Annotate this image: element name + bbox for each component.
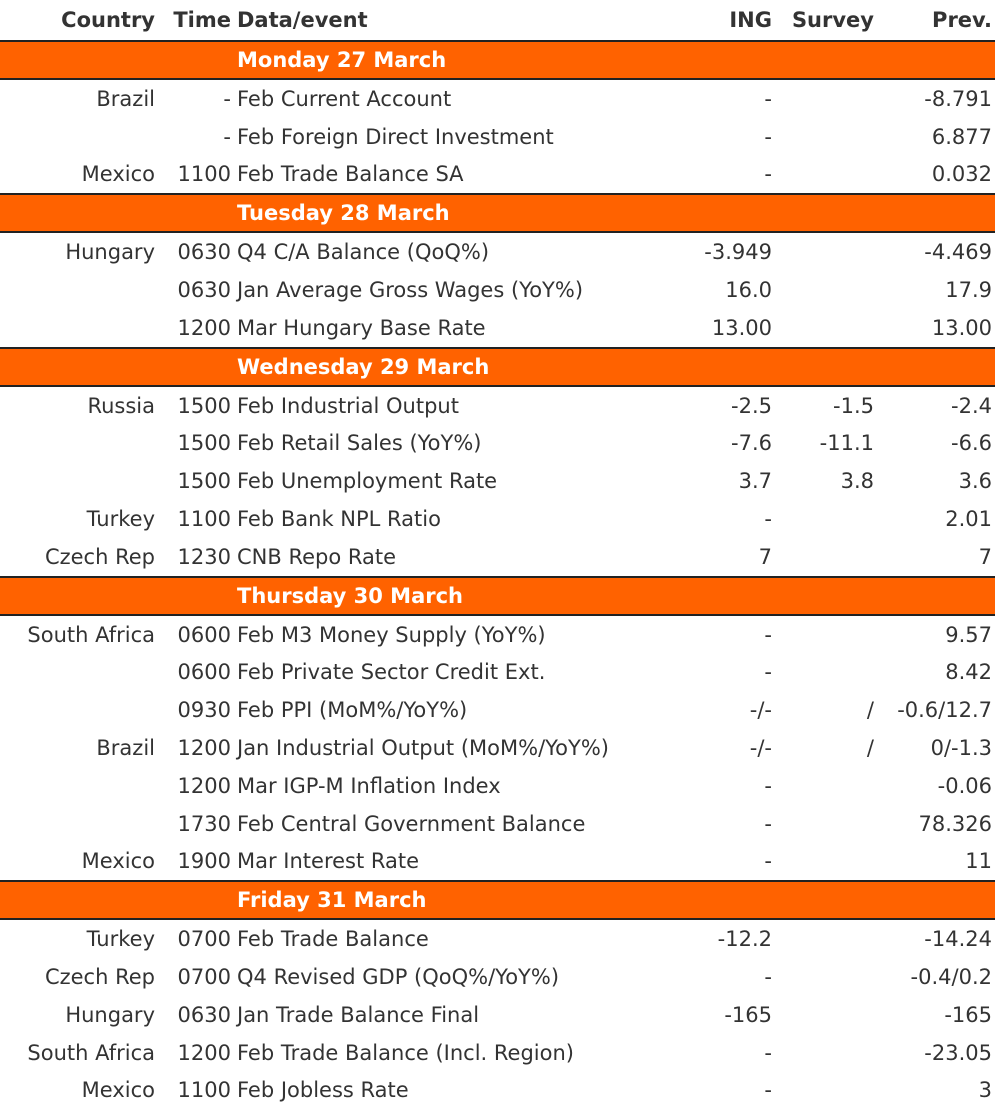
cell-ing: - — [764, 811, 772, 836]
cell-prev: 8.42 — [945, 660, 992, 685]
cell-prev: 9.57 — [945, 622, 992, 647]
cell-event: Mar Interest Rate — [237, 849, 420, 874]
cell-time: 0600 — [177, 622, 231, 647]
table-row — [0, 462, 995, 500]
cell-event: Jan Industrial Output (MoM%/YoY%) — [237, 736, 610, 761]
cell-country: Brazil — [96, 736, 155, 761]
table-row — [0, 616, 995, 654]
cell-time: 0700 — [177, 927, 231, 952]
cell-prev: -165 — [944, 1002, 992, 1027]
cell-time: - — [223, 124, 231, 149]
table-row — [0, 80, 995, 118]
cell-prev: 2.01 — [945, 507, 992, 532]
cell-event: Feb Unemployment Rate — [237, 469, 498, 494]
cell-prev: -14.24 — [924, 927, 992, 952]
cell-time: 1100 — [177, 507, 231, 532]
cell-time: 1230 — [177, 544, 231, 569]
cell-time: - — [223, 86, 231, 111]
cell-event: Q4 Revised GDP (QoQ%/YoY%) — [237, 965, 560, 990]
cell-time: 1200 — [177, 1040, 231, 1065]
cell-country: Turkey — [86, 507, 155, 532]
cell-survey: / — [866, 698, 874, 723]
cell-ing: -7.6 — [731, 431, 772, 456]
cell-ing: -/- — [749, 698, 772, 723]
cell-ing: -/- — [749, 736, 772, 761]
cell-event: Jan Trade Balance Final — [237, 1002, 480, 1027]
cell-time: 1200 — [177, 315, 231, 340]
cell-ing: - — [764, 507, 772, 532]
cell-event: CNB Repo Rate — [237, 544, 397, 569]
cell-country: Brazil — [96, 86, 155, 111]
cell-country: South Africa — [27, 622, 155, 647]
cell-ing: -12.2 — [717, 927, 772, 952]
cell-country: Russia — [87, 393, 155, 418]
cell-event: Feb PPI (MoM%/YoY%) — [237, 698, 468, 723]
header-time: Time — [173, 8, 231, 32]
cell-prev: -4.469 — [924, 240, 992, 265]
cell-event: Feb Central Government Balance — [237, 811, 586, 836]
cell-ing: 3.7 — [738, 469, 772, 494]
cell-prev: 13.00 — [931, 315, 992, 340]
cell-time: 1900 — [177, 849, 231, 874]
day-header — [0, 347, 995, 387]
table-row — [0, 691, 995, 729]
cell-time: 0630 — [177, 278, 231, 303]
table-row — [0, 538, 995, 576]
day-header — [0, 40, 995, 80]
table-row — [0, 387, 995, 425]
cell-time: 1100 — [177, 1078, 231, 1103]
cell-ing: - — [764, 124, 772, 149]
header-survey: Survey — [791, 8, 874, 32]
cell-time: 0630 — [177, 1002, 231, 1027]
table-row — [0, 271, 995, 309]
table-row — [0, 1034, 995, 1072]
table-row — [0, 920, 995, 958]
day-header — [0, 193, 995, 233]
cell-ing: - — [764, 773, 772, 798]
cell-prev: 78.326 — [918, 811, 992, 836]
cell-event: Feb Trade Balance — [237, 927, 429, 952]
cell-prev: 0.032 — [931, 162, 992, 187]
cell-prev: -23.05 — [924, 1040, 992, 1065]
table-row — [0, 958, 995, 996]
cell-country: Turkey — [86, 927, 155, 952]
cell-survey: 3.8 — [840, 469, 874, 494]
header-country: Country — [61, 8, 155, 32]
cell-event: Feb Trade Balance SA — [237, 162, 464, 187]
cell-time: 0930 — [177, 698, 231, 723]
cell-event: Feb Jobless Rate — [237, 1078, 409, 1103]
day-label: Wednesday 29 March — [237, 354, 490, 379]
table-row — [0, 767, 995, 805]
header-ing: ING — [729, 8, 772, 32]
cell-event: Feb Current Account — [237, 86, 452, 111]
cell-time: 1100 — [177, 162, 231, 187]
cell-time: 1200 — [177, 773, 231, 798]
cell-ing: - — [764, 965, 772, 990]
cell-ing: 7 — [758, 544, 772, 569]
cell-event: Mar IGP-M Inflation Index — [237, 773, 501, 798]
cell-time: 1730 — [177, 811, 231, 836]
cell-prev: -6.6 — [951, 431, 992, 456]
cell-country: Hungary — [65, 240, 155, 265]
cell-survey: / — [866, 736, 874, 761]
cell-event: Feb Industrial Output — [237, 393, 459, 418]
cell-prev: -0.4/0.2 — [910, 965, 992, 990]
table-row — [0, 996, 995, 1034]
cell-survey: -1.5 — [833, 393, 874, 418]
cell-time: 0700 — [177, 965, 231, 990]
table-row — [0, 500, 995, 538]
cell-event: Mar Hungary Base Rate — [237, 315, 486, 340]
table-row — [0, 805, 995, 843]
cell-ing: - — [764, 86, 772, 111]
cell-prev: 3 — [978, 1078, 992, 1103]
day-label: Thursday 30 March — [237, 583, 463, 608]
table-header — [0, 0, 995, 40]
table-row — [0, 1072, 995, 1109]
cell-ing: -165 — [724, 1002, 772, 1027]
cell-country: Mexico — [81, 162, 155, 187]
cell-ing: - — [764, 1078, 772, 1103]
table-row — [0, 729, 995, 767]
cell-prev: -8.791 — [924, 86, 992, 111]
cell-prev: -0.6/12.7 — [897, 698, 992, 723]
cell-prev: 17.9 — [945, 278, 992, 303]
cell-country: Hungary — [65, 1002, 155, 1027]
table-row — [0, 233, 995, 271]
cell-event: Feb Private Sector Credit Ext. — [237, 660, 546, 685]
day-label: Monday 27 March — [237, 48, 447, 72]
cell-prev: 11 — [965, 849, 992, 874]
cell-time: 1500 — [177, 469, 231, 494]
day-header — [0, 880, 995, 920]
cell-ing: - — [764, 1040, 772, 1065]
day-label: Friday 31 March — [237, 888, 427, 913]
cell-event: Feb Foreign Direct Investment — [237, 124, 554, 149]
cell-event: Jan Average Gross Wages (YoY%) — [237, 278, 584, 303]
cell-time: 1500 — [177, 393, 231, 418]
cell-time: 1200 — [177, 736, 231, 761]
cell-country: Czech Rep — [44, 544, 155, 569]
cell-time: 0600 — [177, 660, 231, 685]
cell-time: 0630 — [177, 240, 231, 265]
table-row — [0, 425, 995, 463]
cell-prev: 7 — [978, 544, 992, 569]
cell-ing: - — [764, 162, 772, 187]
cell-ing: - — [764, 849, 772, 874]
cell-country: Mexico — [81, 1078, 155, 1103]
table-row — [0, 118, 995, 156]
day-label: Tuesday 28 March — [237, 201, 450, 226]
cell-ing: -3.949 — [704, 240, 772, 265]
header-prev: Prev. — [932, 8, 992, 32]
table-row — [0, 156, 995, 194]
cell-country: Czech Rep — [44, 965, 155, 990]
cell-ing: - — [764, 622, 772, 647]
cell-country: South Africa — [27, 1040, 155, 1065]
cell-time: 1500 — [177, 431, 231, 456]
cell-event: Feb M3 Money Supply (YoY%) — [237, 622, 546, 647]
cell-prev: -0.06 — [937, 773, 992, 798]
cell-prev: 6.877 — [931, 124, 992, 149]
cell-event: Q4 C/A Balance (QoQ%) — [237, 240, 490, 265]
cell-event: Feb Trade Balance (Incl. Region) — [237, 1040, 574, 1065]
cell-country: Mexico — [81, 849, 155, 874]
cell-ing: 16.0 — [725, 278, 772, 303]
table-row — [0, 309, 995, 347]
cell-prev: 0/-1.3 — [930, 736, 992, 761]
cell-event: Feb Bank NPL Ratio — [237, 507, 441, 532]
header-event: Data/event — [237, 8, 368, 32]
cell-prev: -2.4 — [951, 393, 992, 418]
table-row — [0, 654, 995, 692]
cell-ing: - — [764, 660, 772, 685]
cell-event: Feb Retail Sales (YoY%) — [237, 431, 482, 456]
cell-survey: -11.1 — [819, 431, 874, 456]
cell-ing: -2.5 — [731, 393, 772, 418]
cell-ing: 13.00 — [711, 315, 772, 340]
cell-prev: 3.6 — [958, 469, 992, 494]
day-header — [0, 576, 995, 616]
table-body — [0, 40, 995, 1109]
table-row — [0, 843, 995, 881]
